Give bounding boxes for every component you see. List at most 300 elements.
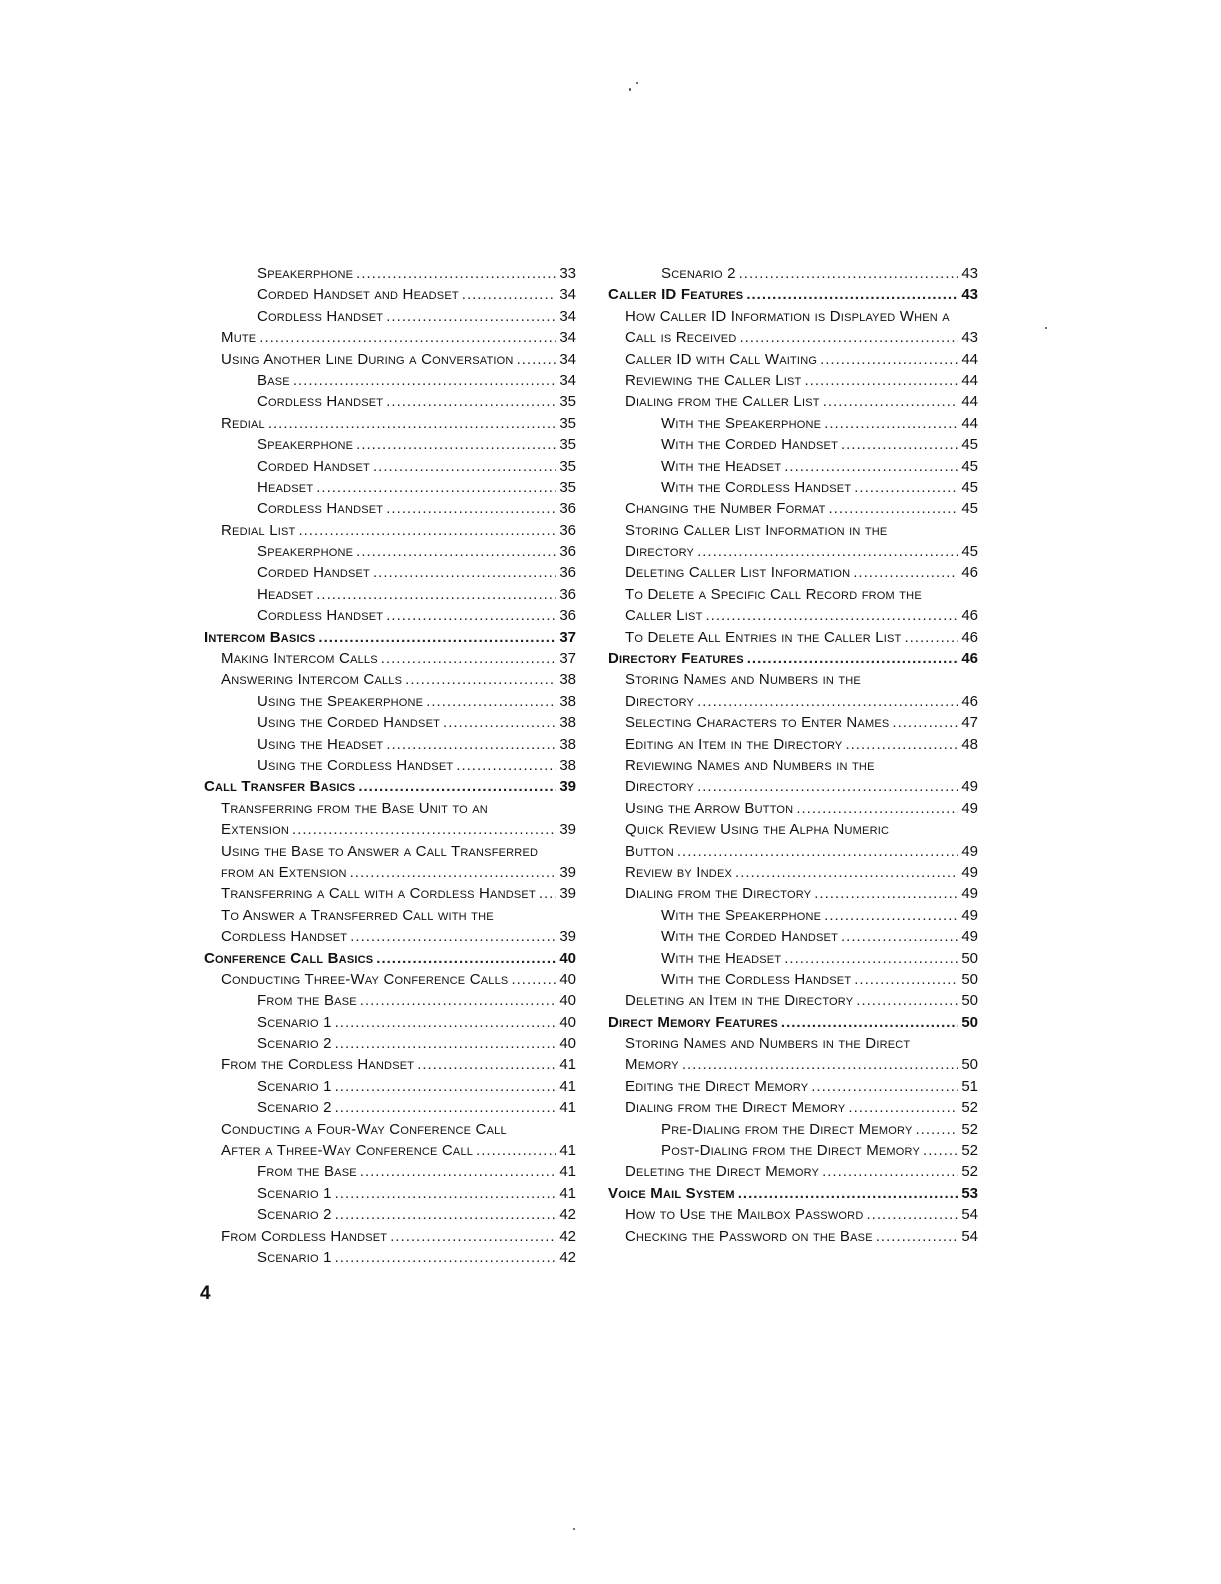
toc-page-number: 53 <box>961 1184 978 1202</box>
toc-entry <box>608 990 978 1011</box>
dot-leader <box>829 498 959 519</box>
toc-entry-title: Directory <box>625 692 695 710</box>
toc-entry <box>608 883 978 904</box>
toc-page-number: 45 <box>961 478 978 496</box>
toc-page-number: 52 <box>961 1142 978 1160</box>
toc-page-number: 39 <box>559 821 576 839</box>
toc-page-number: 43 <box>961 329 978 347</box>
toc-entry <box>204 648 576 669</box>
toc-page-number: 46 <box>961 564 978 582</box>
dot-leader <box>350 926 556 947</box>
toc-entry-title: Scenario 1 <box>257 1184 332 1202</box>
toc-page-number: 39 <box>559 928 576 946</box>
toc-entry-title: Using the Cordless Handset <box>257 756 454 774</box>
toc-entry <box>608 306 978 327</box>
toc-entry-title: From the Base <box>257 1163 357 1181</box>
toc-page-number: 34 <box>559 350 576 368</box>
toc-entry-title: Scenario 2 <box>257 1206 332 1224</box>
toc-entry-title: Answering Intercom Calls <box>221 671 403 689</box>
dot-leader <box>841 434 958 455</box>
dot-leader <box>841 926 958 947</box>
toc-entry-title: Cordless Handset <box>257 393 384 411</box>
dot-leader <box>804 370 958 391</box>
dot-leader <box>517 349 557 370</box>
toc-entry <box>608 1097 978 1118</box>
scan-speck <box>573 1528 575 1530</box>
toc-entry-title: Cordless Handset <box>221 928 348 946</box>
toc-entry <box>608 819 978 840</box>
toc-entry-title: With the Corded Handset <box>661 928 838 946</box>
toc-entry <box>608 1054 978 1075</box>
toc-entry-title: Pre-Dialing from the Direct Memory <box>661 1120 913 1138</box>
toc-page-number: 40 <box>559 949 576 967</box>
toc-page-number: 49 <box>961 863 978 881</box>
toc-page-number: 38 <box>559 692 576 710</box>
toc-entry <box>608 1119 978 1140</box>
toc-page-number: 41 <box>559 1099 576 1117</box>
toc-entry <box>204 284 576 305</box>
toc-entry <box>608 1161 978 1182</box>
dot-leader <box>747 648 959 669</box>
dot-leader <box>259 327 556 348</box>
toc-page-number: 49 <box>961 928 978 946</box>
dot-leader <box>738 1183 959 1204</box>
toc-page-number: 50 <box>961 970 978 988</box>
toc-page-number: 51 <box>961 1077 978 1095</box>
toc-entry <box>204 819 576 840</box>
toc-entry <box>204 798 576 819</box>
toc-entry-title: Transferring a Call with a Cordless Handset <box>221 885 536 903</box>
toc-entry-title: Using the Base to Answer a Call Transferred <box>221 842 539 860</box>
toc-page-number: 34 <box>559 371 576 389</box>
dot-leader <box>405 669 556 690</box>
dot-leader <box>360 990 557 1011</box>
toc-entry <box>608 948 978 969</box>
toc-entry-title: Direct Memory Features <box>608 1013 778 1031</box>
toc-entry <box>608 926 978 947</box>
toc-entry <box>608 691 978 712</box>
toc-entry <box>608 605 978 626</box>
toc-page-number: 45 <box>961 457 978 475</box>
toc-entry <box>608 520 978 541</box>
toc-page-number: 49 <box>961 842 978 860</box>
toc-entry-title: Speakerphone <box>257 265 354 282</box>
toc-entry-title: How Caller ID Information is Displayed When a <box>625 307 950 325</box>
dot-leader <box>316 584 556 605</box>
toc-entry-title: Caller List <box>625 607 703 625</box>
toc-entry-title: Deleting an Item in the Directory <box>625 992 854 1010</box>
toc-page-number: 40 <box>559 992 576 1010</box>
dot-leader <box>814 883 958 904</box>
dot-leader <box>677 841 958 862</box>
toc-page-number: 45 <box>961 436 978 454</box>
toc-entry <box>608 1204 978 1225</box>
toc-page-number: 38 <box>559 735 576 753</box>
toc-page-number: 47 <box>961 714 978 732</box>
dot-leader <box>356 434 556 455</box>
toc-entry-title: Using Another Line During a Conversation <box>221 350 514 368</box>
dot-leader <box>853 562 958 583</box>
toc-entry-title: from an Extension <box>221 863 347 881</box>
dot-leader <box>335 1012 557 1033</box>
dot-leader <box>923 1140 958 1161</box>
dot-leader <box>268 413 556 434</box>
dot-leader <box>697 541 958 562</box>
toc-entry <box>608 669 978 690</box>
toc-entry <box>608 370 978 391</box>
toc-page-number: 35 <box>559 414 576 432</box>
toc-entry <box>204 926 576 947</box>
toc-page-number: 49 <box>961 906 978 924</box>
dot-leader <box>335 1204 557 1225</box>
toc-entry-title: Intercom Basics <box>204 628 316 646</box>
toc-page-number: 50 <box>961 992 978 1010</box>
toc-section-heading <box>204 627 576 648</box>
toc-entry <box>608 413 978 434</box>
toc-entry <box>608 1140 978 1161</box>
dot-leader <box>539 883 556 904</box>
toc-entry-title: Checking the Password on the Base <box>625 1227 873 1245</box>
toc-entry-title: Caller ID with Call Waiting <box>625 350 818 368</box>
toc-entry-title: Scenario 2 <box>257 1099 332 1117</box>
toc-page-number: 43 <box>961 286 978 304</box>
toc-entry-title: Using the Corded Handset <box>257 714 441 732</box>
toc-entry-title: Caller ID Features <box>608 286 744 304</box>
dot-leader <box>784 456 958 477</box>
toc-page-number: 49 <box>961 799 978 817</box>
toc-entry-title: Voice Mail System <box>608 1184 735 1202</box>
toc-page-number: 36 <box>559 564 576 582</box>
toc-page-number: 46 <box>961 692 978 710</box>
toc-page-number: 42 <box>559 1227 576 1245</box>
dot-leader <box>298 520 556 541</box>
toc-page-number: 38 <box>559 671 576 689</box>
toc-entry <box>608 862 978 883</box>
toc-section-heading <box>608 1183 978 1204</box>
toc-page-number: 44 <box>961 414 978 432</box>
toc-entry-title: With the Speakerphone <box>661 906 822 924</box>
dot-leader <box>356 263 556 284</box>
toc-page-number: 43 <box>961 265 978 282</box>
toc-entry <box>204 1119 576 1140</box>
dot-leader <box>335 1076 557 1097</box>
toc-page-number: 54 <box>961 1206 978 1224</box>
toc-entry <box>204 498 576 519</box>
dot-leader <box>916 1119 959 1140</box>
toc-entry-title: Conducting a Four-Way Conference Call <box>221 1120 507 1138</box>
toc-entry <box>204 306 576 327</box>
toc-page-number: 40 <box>559 1013 576 1031</box>
dot-leader <box>373 562 556 583</box>
toc-page-number: 52 <box>961 1120 978 1138</box>
toc-entry <box>608 1226 978 1247</box>
toc-page-number: 46 <box>961 607 978 625</box>
toc-entry <box>608 456 978 477</box>
toc-entry-title: To Answer a Transferred Call with the <box>221 906 494 924</box>
toc-entry-title: Using the Speakerphone <box>257 692 424 710</box>
dot-leader <box>335 1097 557 1118</box>
toc-page-number: 34 <box>559 286 576 304</box>
dot-leader <box>376 948 556 969</box>
toc-entry-title: Deleting Caller List Information <box>625 564 851 582</box>
dot-leader <box>697 691 958 712</box>
toc-entry-title: Dialing from the Caller List <box>625 393 820 411</box>
toc-page-number: 40 <box>559 970 576 988</box>
toc-entry-title: From the Cordless Handset <box>221 1056 415 1074</box>
toc-entry-title: Redial List <box>221 521 296 539</box>
toc-entry <box>204 1161 576 1182</box>
toc-entry <box>204 1140 576 1161</box>
dot-leader <box>316 477 556 498</box>
toc-entry <box>204 327 576 348</box>
toc-page-number: 44 <box>961 371 978 389</box>
dot-leader <box>335 1033 557 1054</box>
toc-entry-title: Call Transfer Basics <box>204 778 356 796</box>
toc-entry-title: Scenario 1 <box>257 1248 332 1266</box>
toc-page-number: 35 <box>559 478 576 496</box>
toc-page-number: 36 <box>559 521 576 539</box>
toc-section-heading <box>608 1012 978 1033</box>
toc-entry <box>204 755 576 776</box>
dot-leader <box>462 284 557 305</box>
toc-entry-title: Scenario 2 <box>257 1035 332 1053</box>
toc-page-number: 36 <box>559 585 576 603</box>
dot-leader <box>739 263 959 284</box>
toc-section-heading <box>608 648 978 669</box>
dot-leader <box>356 541 556 562</box>
toc-entry-title: Scenario 1 <box>257 1077 332 1095</box>
dot-leader <box>386 306 556 327</box>
toc-entry-title: Headset <box>257 585 314 603</box>
toc-right-column <box>608 263 978 1247</box>
toc-page-number: 39 <box>559 778 576 796</box>
toc-page-number: 36 <box>559 543 576 561</box>
toc-entry-title: Speakerphone <box>257 543 354 561</box>
dot-leader <box>854 477 958 498</box>
toc-entry <box>608 905 978 926</box>
toc-entry-title: Reviewing Names and Numbers in the <box>625 756 875 774</box>
toc-page-number: 34 <box>559 307 576 325</box>
dot-leader <box>866 1204 958 1225</box>
toc-page-number: 39 <box>559 863 576 881</box>
toc-entry-title: Directory <box>625 778 695 796</box>
toc-entry <box>608 1033 978 1054</box>
dot-leader <box>735 862 958 883</box>
dot-leader <box>360 1161 557 1182</box>
dot-leader <box>739 327 958 348</box>
dot-leader <box>796 798 958 819</box>
toc-entry-title: With the Cordless Handset <box>661 478 852 496</box>
scan-speck <box>629 88 631 91</box>
toc-entry-title: How to Use the Mailbox Password <box>625 1206 864 1224</box>
toc-page-number: 36 <box>559 500 576 518</box>
toc-entry <box>204 990 576 1011</box>
dot-leader <box>511 969 556 990</box>
page-number: 4 <box>200 1283 211 1304</box>
toc-page-number: 42 <box>559 1206 576 1224</box>
dot-leader <box>904 627 958 648</box>
toc-entry-title: Editing the Direct Memory <box>625 1077 809 1095</box>
dot-leader <box>854 969 958 990</box>
toc-entry <box>204 434 576 455</box>
dot-leader <box>822 1161 958 1182</box>
dot-leader <box>876 1226 959 1247</box>
toc-entry <box>204 1247 576 1268</box>
toc-entry-title: From Cordless Handset <box>221 1227 388 1245</box>
dot-leader <box>811 1076 958 1097</box>
toc-entry-title: Base <box>257 371 290 389</box>
toc-entry-title: Conference Call Basics <box>204 949 374 967</box>
toc-page-number: 35 <box>559 393 576 411</box>
toc-page-number: 35 <box>559 457 576 475</box>
toc-page-number: 34 <box>559 329 576 347</box>
toc-page-number: 50 <box>961 949 978 967</box>
toc-page-number: 52 <box>961 1163 978 1181</box>
toc-entry-title: With the Headset <box>661 457 782 475</box>
toc-entry <box>204 584 576 605</box>
dot-leader <box>856 990 958 1011</box>
toc-entry-title: Redial <box>221 414 265 432</box>
dot-leader <box>386 734 556 755</box>
toc-entry-title: After a Three-Way Conference Call <box>221 1142 474 1160</box>
toc-entry-title: Storing Names and Numbers in the <box>625 671 861 689</box>
dot-leader <box>824 905 958 926</box>
toc-entry <box>204 1097 576 1118</box>
scan-speck <box>1045 327 1047 329</box>
toc-page-number: 33 <box>559 265 576 282</box>
toc-entry <box>204 669 576 690</box>
toc-entry-title: Changing the Number Format <box>625 500 826 518</box>
toc-page-number: 54 <box>961 1227 978 1245</box>
toc-entry <box>608 541 978 562</box>
toc-entry-title: Scenario 2 <box>661 265 736 282</box>
toc-page-number: 41 <box>559 1163 576 1181</box>
toc-entry <box>608 562 978 583</box>
toc-entry <box>608 712 978 733</box>
toc-entry <box>204 1054 576 1075</box>
dot-leader <box>781 1012 958 1033</box>
toc-page-number: 38 <box>559 756 576 774</box>
toc-page-number: 49 <box>961 778 978 796</box>
toc-entry <box>204 391 576 412</box>
dot-leader <box>292 819 556 840</box>
toc-entry <box>608 969 978 990</box>
toc-entry-title: Editing an Item in the Directory <box>625 735 843 753</box>
toc-entry-title: Corded Handset <box>257 564 370 582</box>
toc-page-number: 35 <box>559 436 576 454</box>
toc-page-number: 41 <box>559 1056 576 1074</box>
toc-page-number: 44 <box>961 393 978 411</box>
dot-leader <box>443 712 556 733</box>
scan-speck <box>636 82 638 84</box>
toc-entry-title: To Delete a Specific Call Record from the <box>625 585 922 603</box>
toc-page-number: 37 <box>559 628 576 646</box>
toc-entry-title: Review by Index <box>625 863 733 881</box>
toc-entry <box>608 627 978 648</box>
toc-entry <box>608 798 978 819</box>
toc-entry-title: Directory Features <box>608 650 744 668</box>
toc-entry-title: Storing Names and Numbers in the Direct <box>625 1035 911 1053</box>
dot-leader <box>417 1054 556 1075</box>
toc-entry <box>204 456 576 477</box>
toc-entry-title: Cordless Handset <box>257 307 384 325</box>
dot-leader <box>820 349 958 370</box>
toc-entry-title: With the Headset <box>661 949 782 967</box>
dot-leader <box>386 605 556 626</box>
toc-entry <box>204 1033 576 1054</box>
dot-leader <box>373 456 556 477</box>
toc-page-number: 46 <box>961 650 978 668</box>
toc-page-number: 46 <box>961 628 978 646</box>
dot-leader <box>350 862 557 883</box>
toc-entry <box>204 1226 576 1247</box>
toc-page-number: 41 <box>559 1184 576 1202</box>
toc-entry <box>204 712 576 733</box>
dot-leader <box>682 1054 958 1075</box>
toc-entry <box>608 776 978 797</box>
toc-entry <box>204 969 576 990</box>
toc-entry <box>204 883 576 904</box>
toc-entry <box>204 370 576 391</box>
toc-entry <box>608 841 978 862</box>
dot-leader <box>335 1183 557 1204</box>
dot-leader <box>746 284 958 305</box>
dot-leader <box>476 1140 556 1161</box>
toc-page-number: 40 <box>559 1035 576 1053</box>
toc-left-column <box>204 263 576 1268</box>
toc-page-number: 38 <box>559 714 576 732</box>
toc-page-number: 39 <box>559 885 576 903</box>
toc-entry-title: With the Cordless Handset <box>661 970 852 988</box>
dot-leader <box>706 605 959 626</box>
toc-page-number: 45 <box>961 500 978 518</box>
dot-leader <box>386 498 556 519</box>
toc-entry-title: Dialing from the Direct Memory <box>625 1099 846 1117</box>
toc-entry <box>204 691 576 712</box>
toc-entry-title: Storing Caller List Information in the <box>625 521 888 539</box>
toc-entry <box>204 562 576 583</box>
toc-entry <box>608 477 978 498</box>
toc-section-heading <box>204 776 576 797</box>
toc-entry-title: Speakerphone <box>257 436 354 454</box>
toc-page-number: 45 <box>961 543 978 561</box>
toc-entry-title: Using the Arrow Button <box>625 799 794 817</box>
toc-entry <box>204 1183 576 1204</box>
toc-section-heading <box>608 284 978 305</box>
toc-entry-title: Extension <box>221 821 290 839</box>
toc-entry <box>204 349 576 370</box>
toc-page-number: 41 <box>559 1077 576 1095</box>
dot-leader <box>335 1247 557 1268</box>
toc-entry-title: Quick Review Using the Alpha Numeric <box>625 821 890 839</box>
toc-entry-title: Corded Handset and Headset <box>257 286 459 304</box>
toc-entry-title: Dialing from the Directory <box>625 885 812 903</box>
toc-entry <box>608 1076 978 1097</box>
toc-entry <box>608 734 978 755</box>
toc-entry-title: Transferring from the Base Unit to an <box>221 799 488 817</box>
toc-page-number: 41 <box>559 1142 576 1160</box>
dot-leader <box>823 391 959 412</box>
toc-entry-title: With the Speakerphone <box>661 414 822 432</box>
dot-leader <box>386 391 556 412</box>
toc-entry <box>608 349 978 370</box>
toc-entry-title: Corded Handset <box>257 457 370 475</box>
toc-page-number: 42 <box>559 1248 576 1266</box>
dot-leader <box>381 648 557 669</box>
toc-entry <box>204 734 576 755</box>
toc-entry <box>204 263 576 284</box>
dot-leader <box>390 1226 556 1247</box>
